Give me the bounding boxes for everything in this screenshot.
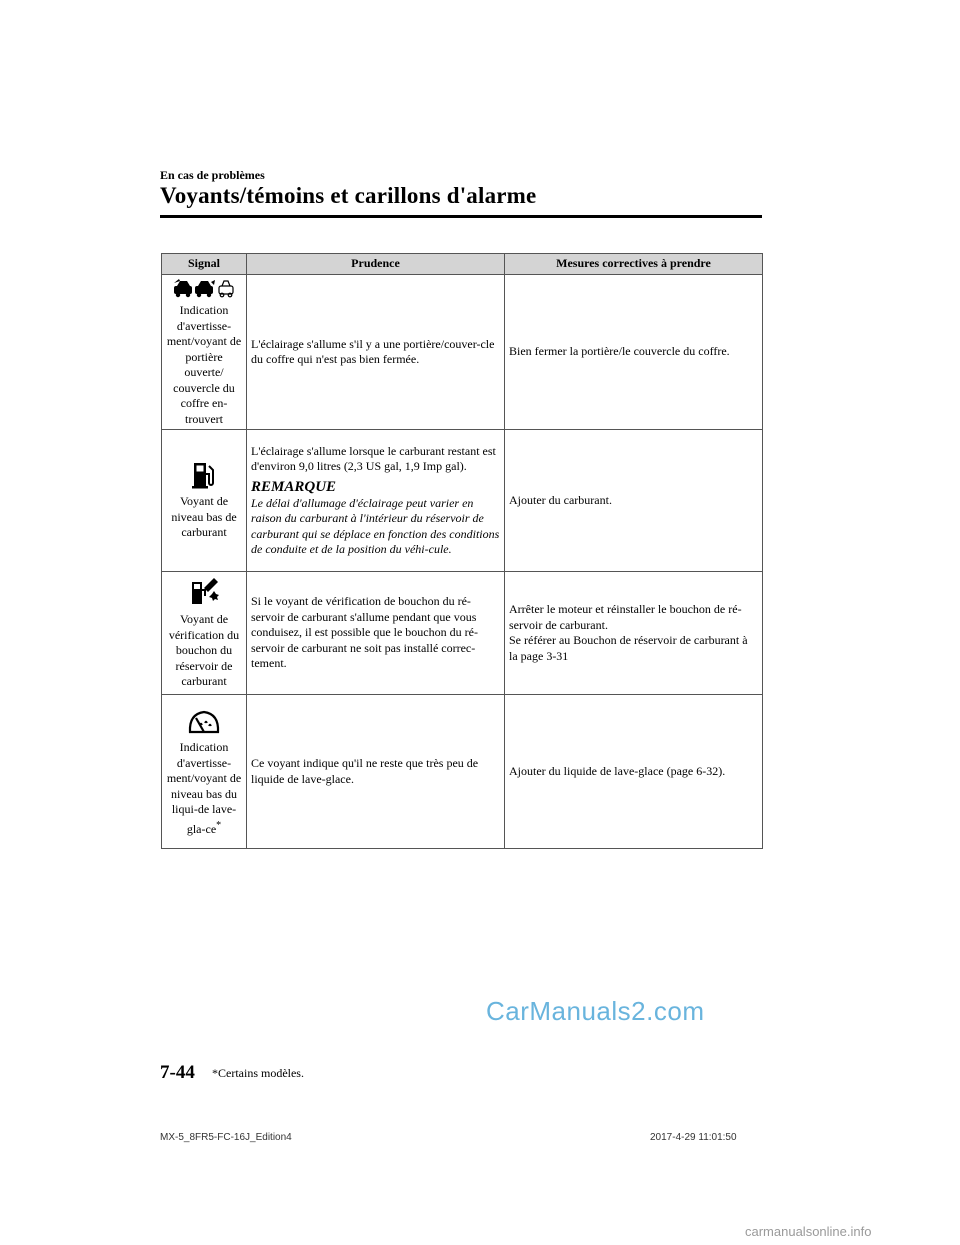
signal-cell: [162, 572, 247, 695]
signal-cell: [162, 275, 247, 430]
table-row: [162, 695, 763, 849]
fuel-cap-icon: [166, 576, 242, 608]
action-cell: Ajouter du liquide de lave-glace (page 6-32).: [505, 695, 763, 849]
action-cell: Bien fermer la portière/le couvercle du coffre.: [505, 275, 763, 430]
print-timestamp: 2017-4-29 11:01:50: [650, 1132, 737, 1143]
section-label: En cas de problèmes: [160, 168, 265, 182]
note-title: REMARQUE: [251, 478, 337, 495]
column-header-prudence: Prudence: [247, 254, 505, 275]
table-header-row: [162, 254, 763, 275]
table-row: [162, 430, 763, 572]
prudence-cell: L'éclairage s'allume s'il y a une portière/couver-cle du coffre qui n'est pas bien fermée.: [247, 275, 505, 430]
prudence-cell: Ce voyant indique qu'il ne reste que très peu de liquide de lave-glace.: [247, 695, 505, 849]
footnote-mark: *: [216, 819, 222, 831]
action-cell: [505, 572, 763, 695]
page-reference: Se référer au Bouchon de réservoir de carburant à la page 3-31: [509, 633, 748, 663]
page-title: Voyants/témoins et carillons d'alarme: [160, 183, 537, 208]
action-text: Arrêter le moteur et réinstaller le bouchon de ré-servoir de carburant.: [509, 602, 742, 632]
signal-label: Voyant de niveau bas de carburant: [171, 494, 237, 540]
prudence-cell: [247, 430, 505, 572]
washer-fluid-icon: [166, 706, 242, 736]
watermark-main: CarManuals2.com: [486, 996, 705, 1026]
table-row: [162, 572, 763, 695]
action-cell: Ajouter du carburant.: [505, 430, 763, 572]
prudence-cell: Si le voyant de vérification de bouchon du ré-servoir de carburant s'allume pendant que vous conduisez, il est possible que le bouchon du ré-servoir de carburant ne soit pas installé correc-tement.: [247, 572, 505, 695]
watermark-corner: carmanualsonline.info: [745, 1224, 872, 1239]
note-text: Le délai d'allumage d'éclairage peut varier en raison du carburant à l'intérieur du réservoir de carburant qui se déplace en fonction des conditions de conduite et de la position du véhi-cule.: [251, 495, 500, 556]
column-header-signal: Signal: [162, 254, 247, 275]
warning-table: [161, 253, 763, 849]
title-rule: [160, 215, 762, 218]
signal-label: Voyant de vérification du bouchon du réservoir de carburant: [168, 612, 240, 689]
footnote: *Certains modèles.: [212, 1066, 304, 1080]
signal-label: Indication d'avertisse-ment/voyant de portière ouverte/ couvercle du coffre en-trouvert: [166, 303, 242, 426]
door-trunk-open-icon: [166, 277, 242, 299]
page-number: 7-44: [160, 1062, 195, 1083]
prudence-text: L'éclairage s'allume lorsque le carburant restant est d'environ 9,0 litres (2,3 US gal, 1,9 Imp gal).: [251, 443, 496, 473]
edition-label: MX-5_8FR5-FC-16J_Edition4: [160, 1132, 292, 1143]
column-header-action: Mesures correctives à prendre: [505, 254, 763, 275]
signal-label: Indication d'avertisse-ment/voyant de niveau bas du liqui-de lave-gla-ce*: [166, 740, 242, 836]
table-row: [162, 275, 763, 430]
signal-cell: [162, 695, 247, 849]
signal-cell: [162, 430, 247, 572]
fuel-pump-icon: [166, 460, 242, 490]
